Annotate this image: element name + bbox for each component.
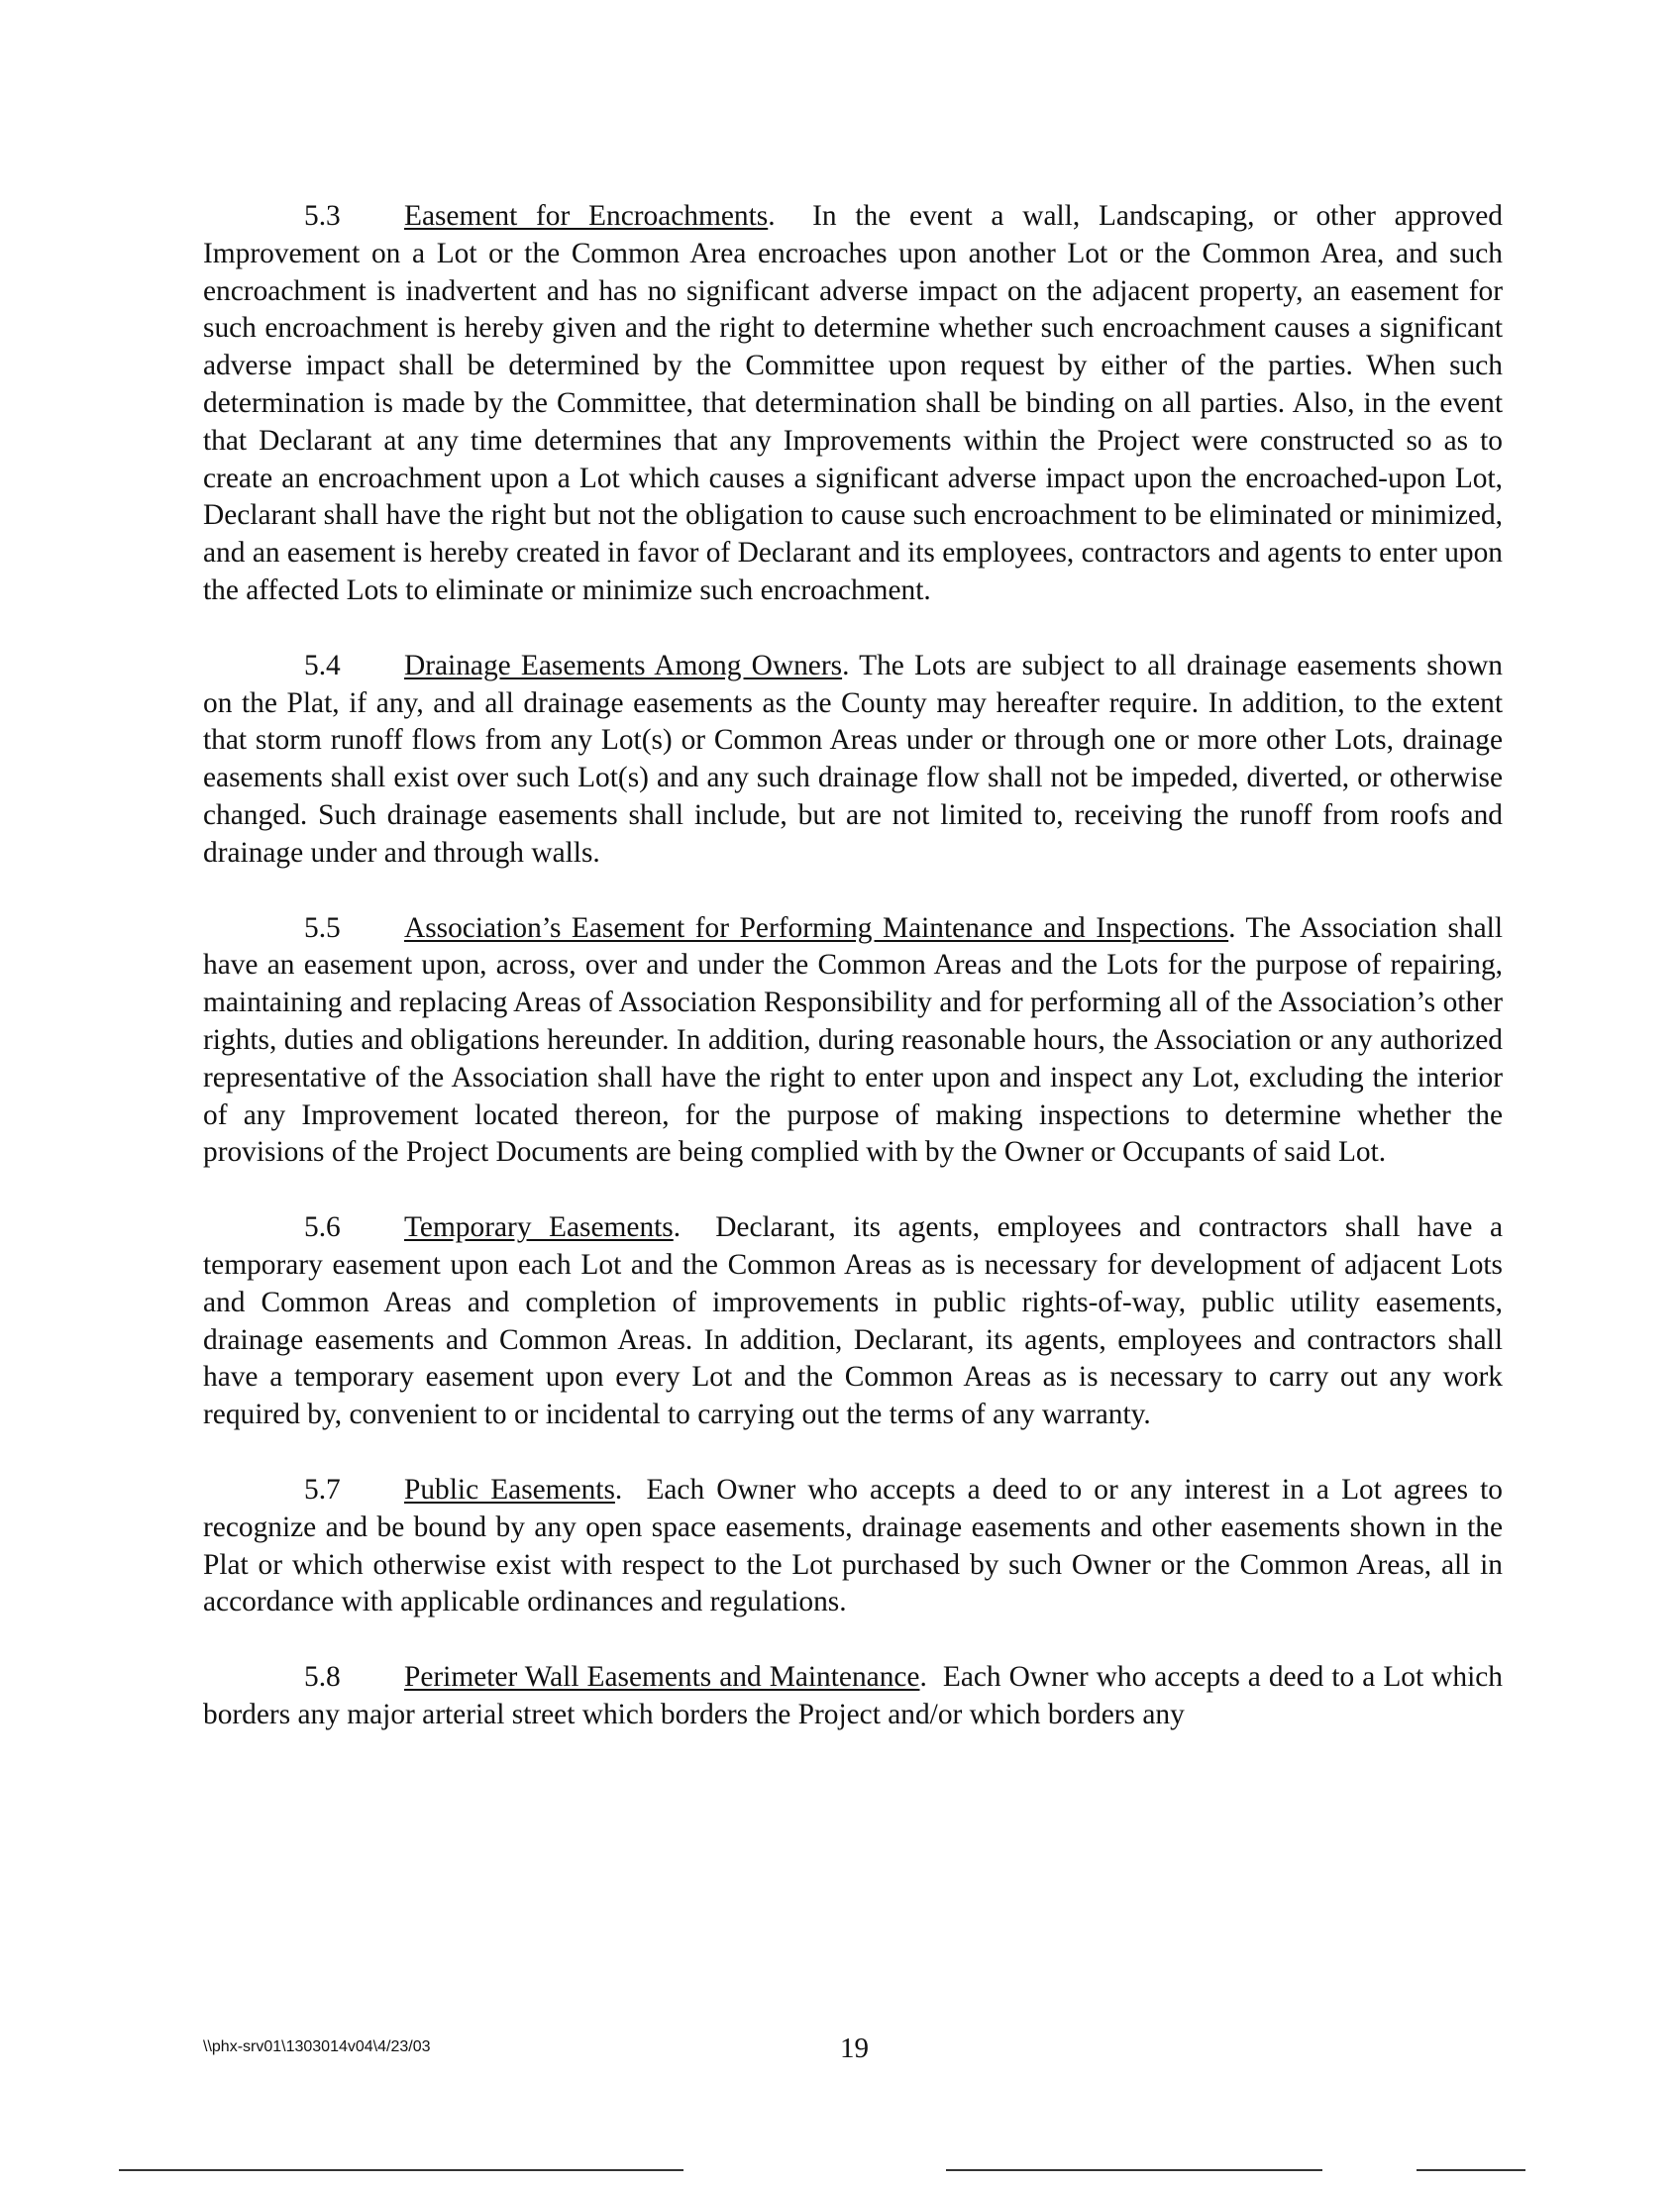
section-number: 5.5 <box>304 911 341 944</box>
section-text: In the event a wall, Landscaping, or other approved Improvement on a Lot or the Common Area encroaches upon another Lot or the Common Area, and such encroachment is inadvertent and has no significant adverse impact on the adjacent property, an easement for such encroachment is hereby given and the right to determine whether such encroachment causes a significant adverse impact shall be determined by the Committee upon request by either of the parties. When such determination is made by the Committee, that determination shall be binding on all parties. Also, in the event that Declarant at any time determines that any Improvements within the Project were constructed so as to create an encroachment upon a Lot which causes a significant adverse impact upon the encroached-upon Lot, Declarant shall have the right but not the obligation to cause such encroachment to be eliminated or minimized, and an easement is hereby created in favor of Declarant and its employees, contractors and agents to enter upon the affected Lots to eliminate or minimize such encroachment. <box>203 200 1503 606</box>
section-heading: Drainage Easements Among Owners <box>404 649 843 681</box>
page-number: 19 <box>840 2032 869 2064</box>
section-5-8: 5.8 Perimeter Wall Easements and Maintenance. Each Owner who accepts a deed to a Lot which borders any major arterial street which borders the Project and/or which borders any <box>203 1661 1504 1730</box>
section-number: 5.6 <box>304 1211 341 1244</box>
scan-artifact-line <box>946 2169 1322 2171</box>
section-5-4: 5.4 Drainage Easements Among Owners. The Lots are subject to all drainage easements shown on the Plat, if any, and all drainage easements as the County may hereafter require. In addition, to the extent that storm runoff flows from any Lot(s) or Common Areas under or through one or more other Lots, drainage easements shall exist over such Lot(s) and any such drainage flow shall not be impeded, diverted, or otherwise changed. Such drainage easements shall include, but are not limited to, receiving the runoff from roofs and drainage under and through walls. <box>203 649 1503 869</box>
section-heading: Perimeter Wall Easements and Maintenance <box>404 1661 920 1694</box>
section-number: 5.3 <box>304 200 341 232</box>
section-heading: Easement for Encroachments <box>404 200 769 232</box>
section-number: 5.8 <box>304 1661 341 1694</box>
section-text: Each Owner who accepts a deed to a Lot which borders any major arterial street which borders the Project and/or which borders any <box>203 1661 1504 1730</box>
footer-document-id: \\phx-srv01\1303014v04\4/23/03 <box>203 2038 431 2055</box>
section-5-7: 5.7 Public Easements. Each Owner who accepts a deed to or any interest in a Lot agrees to recognize and be bound by any open space easements, drainage easements and other easements shown in the Plat or which otherwise exist with respect to the Lot purchased by such Owner or the Common Areas, all in accordance with applicable ordinances and regulations. <box>203 1473 1503 1618</box>
scan-artifact-line <box>119 2169 683 2171</box>
scan-artifact-line <box>1417 2169 1525 2171</box>
section-heading: Association’s Easement for Performing Maintenance and Inspections <box>404 911 1229 944</box>
section-heading: Temporary Easements <box>404 1211 674 1244</box>
section-5-6: 5.6 Temporary Easements. Declarant, its agents, employees and contractors shall have a temporary easement upon each Lot and the Common Areas as is necessary for development of adjacent Lots and Common Areas and completion of improvements in public rights-of-way, public utility easements, drainage easements and Common Areas. In addition, Declarant, its agents, employees and contractors shall have a temporary easement upon every Lot and the Common Areas as is necessary to carry out any work required by, convenient to or incidental to carrying out the terms of any warranty. <box>203 1211 1504 1431</box>
section-text: Declarant, its agents, employees and contractors shall have a temporary easement upon each Lot and the Common Areas as is necessary for development of adjacent Lots and Common Areas and completion of improvements in public rights-of-way, public utility easements, drainage easements and Common Areas. In addition, Declarant, its agents, employees and contractors shall have a temporary easement upon every Lot and the Common Areas as is necessary to carry out any work required by, convenient to or incidental to carrying out the terms of any warranty. <box>203 1211 1504 1431</box>
section-number: 5.7 <box>304 1473 341 1506</box>
section-text: Each Owner who accepts a deed to or any interest in a Lot agrees to recognize and be bound by any open space easements, drainage easements and other easements shown in the Plat or which otherwise exist with respect to the Lot purchased by such Owner or the Common Areas, all in accordance with applicable ordinances and regulations. <box>203 1473 1503 1618</box>
section-5-3: 5.3 Easement for Encroachments. In the event a wall, Landscaping, or other approved Improvement on a Lot or the Common Area encroaches upon another Lot or the Common Area, and such encroachment is inadvertent and has no significant adverse impact on the adjacent property, an easement for such encroachment is hereby given and the right to determine whether such encroachment causes a significant adverse impact shall be determined by the Committee upon request by either of the parties. When such determination is made by the Committee, that determination shall be binding on all parties. Also, in the event that Declarant at any time determines that any Improvements within the Project were constructed so as to create an encroachment upon a Lot which causes a significant adverse impact upon the encroached-upon Lot, Declarant shall have the right but not the obligation to cause such encroachment to be eliminated or minimized, and an easement is hereby created in favor of Declarant and its employees, contractors and agents to enter upon the affected Lots to eliminate or minimize such encroachment. <box>203 200 1503 606</box>
section-text: The Association shall have an easement upon, across, over and under the Common Areas and the Lots for the purpose of repairing, maintaining and replacing Areas of Association Responsibility and for performing all of the Association’s other rights, duties and obligations hereunder. In addition, during reasonable hours, the Association or any authorized representative of the Association shall have the right to enter upon and inspect any Lot, excluding the interior of any Improvement located thereon, for the purpose of making inspections to determine whether the provisions of the Project Documents are being complied with by the Owner or Occupants of said Lot. <box>203 911 1503 1169</box>
section-number: 5.4 <box>304 649 341 681</box>
document-body <box>203 198 1503 1772</box>
section-5-5: 5.5 Association’s Easement for Performing Maintenance and Inspections. The Association shall have an easement upon, across, over and under the Common Areas and the Lots for the purpose of repairing, maintaining and replacing Areas of Association Responsibility and for performing all of the Association’s other rights, duties and obligations hereunder. In addition, during reasonable hours, the Association or any authorized representative of the Association shall have the right to enter upon and inspect any Lot, excluding the interior of any Improvement located thereon, for the purpose of making inspections to determine whether the provisions of the Project Documents are being complied with by the Owner or Occupants of said Lot. <box>203 911 1503 1169</box>
section-text: The Lots are subject to all drainage easements shown on the Plat, if any, and all drainage easements as the County may hereafter require. In addition, to the extent that storm runoff flows from any Lot(s) or Common Areas under or through one or more other Lots, drainage easements shall exist over such Lot(s) and any such drainage flow shall not be impeded, diverted, or otherwise changed. Such drainage easements shall include, but are not limited to, receiving the runoff from roofs and drainage under and through walls. <box>203 649 1503 869</box>
section-heading: Public Easements <box>404 1473 615 1506</box>
